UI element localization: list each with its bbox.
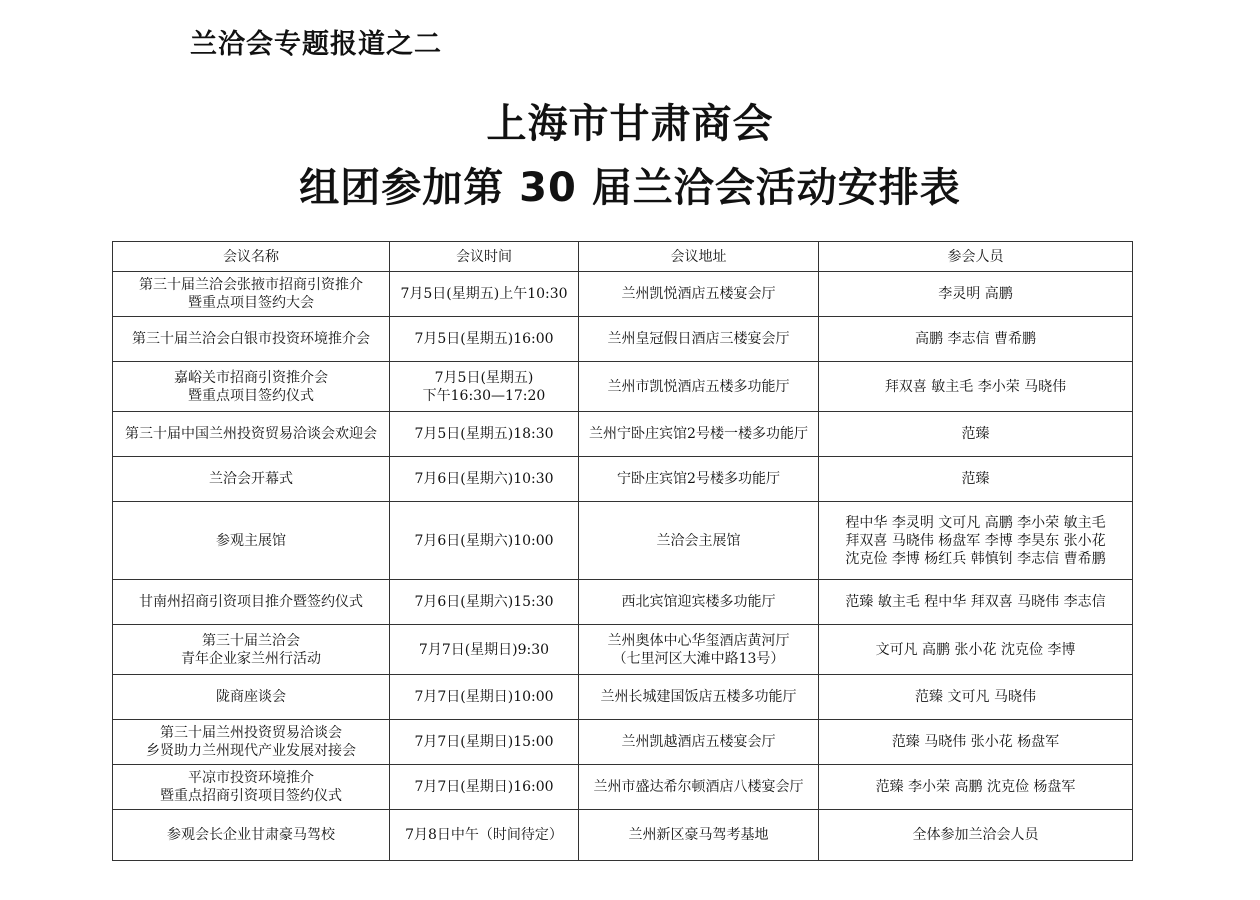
table-row <box>113 765 1133 810</box>
meeting-place: 兰州长城建国饭店五楼多功能厅 <box>600 689 797 705</box>
meeting-place: 兰州宁卧庄宾馆2号楼一楼多功能厅 <box>589 426 808 442</box>
attendees: 文可凡 高鹏 张小花 沈克俭 李博 <box>875 641 1076 658</box>
attendees: 范臻 <box>961 426 990 442</box>
meeting-name: 第三十届兰州投资贸易洽谈会 <box>160 725 342 741</box>
table-row <box>113 720 1133 765</box>
meeting-name: 乡贤助力兰州现代产业发展对接会 <box>146 743 356 759</box>
meeting-time: 7月5日(星期五)上午10:30 <box>400 286 568 302</box>
meeting-name: 平凉市投资环境推介 <box>188 770 314 786</box>
meeting-time: 7月5日(星期五)18:30 <box>414 426 554 442</box>
page-subtitle: 组团参加第 30 届兰洽会活动安排表 <box>299 165 961 211</box>
meeting-time-cell <box>390 457 579 502</box>
attendees: 范臻 马晓伟 张小花 杨盘军 <box>891 734 1060 750</box>
meeting-place: 宁卧庄宾馆2号楼多功能厅 <box>617 471 780 487</box>
attendees-cell <box>819 580 1133 625</box>
attendees-cell <box>819 720 1133 765</box>
meeting-name: 参观会长企业甘肃豪马驾校 <box>167 827 335 843</box>
table-row <box>113 810 1133 861</box>
meeting-name-cell <box>113 580 390 625</box>
meeting-place: 兰州凯越酒店五楼宴会厅 <box>621 734 776 750</box>
meeting-place: （七里河区大滩中路13号） <box>612 650 785 667</box>
table-row <box>113 580 1133 625</box>
meeting-name: 兰洽会开幕式 <box>209 471 293 487</box>
meeting-name: 嘉峪关市招商引资推介会 <box>174 369 328 386</box>
meeting-time: 7月5日(星期五)16:00 <box>414 331 554 347</box>
meeting-time-cell <box>390 580 579 625</box>
meeting-time: 7月6日(星期六)10:00 <box>414 532 554 549</box>
meeting-time: 7月8日中午（时间待定） <box>405 827 563 843</box>
meeting-time-cell <box>390 502 579 580</box>
meeting-name-cell <box>113 412 390 457</box>
meeting-name: 第三十届中国兰州投资贸易洽谈会欢迎会 <box>125 426 377 442</box>
attendees-cell <box>819 625 1133 675</box>
meeting-name-cell <box>113 272 390 317</box>
meeting-place-cell <box>579 362 819 412</box>
table-row <box>113 412 1133 457</box>
attendees-cell <box>819 412 1133 457</box>
table-row <box>113 502 1133 580</box>
table-row <box>113 675 1133 720</box>
schedule-body <box>113 272 1133 861</box>
attendees-cell <box>819 457 1133 502</box>
meeting-time-cell <box>390 412 579 457</box>
meeting-name: 甘南州招商引资项目推介暨签约仪式 <box>139 594 363 610</box>
meeting-time: 7月7日(星期日)9:30 <box>418 641 550 658</box>
meeting-name: 陇商座谈会 <box>216 689 286 705</box>
meeting-name-cell <box>113 675 390 720</box>
meeting-name-cell <box>113 502 390 580</box>
meeting-time: 7月7日(星期日)16:00 <box>414 779 554 795</box>
meeting-place-cell <box>579 412 819 457</box>
attendees: 拜双喜 马晓伟 杨盘军 李博 李昊东 张小花 <box>845 532 1106 549</box>
meeting-time: 7月6日(星期六)10:30 <box>414 471 554 487</box>
attendees-cell <box>819 765 1133 810</box>
attendees: 范臻 <box>961 471 990 487</box>
meeting-name-cell <box>113 810 390 861</box>
meeting-time: 7月7日(星期日)15:00 <box>414 734 554 750</box>
meeting-place-cell <box>579 675 819 720</box>
table-row <box>113 317 1133 362</box>
meeting-place-cell <box>579 625 819 675</box>
meeting-place-cell <box>579 272 819 317</box>
meeting-name: 第三十届兰洽会白银市投资环境推介会 <box>132 331 370 347</box>
meeting-place-cell <box>579 317 819 362</box>
meeting-time-cell <box>390 317 579 362</box>
meeting-place-cell <box>579 580 819 625</box>
meeting-name: 第三十届兰洽会 <box>202 632 300 649</box>
meeting-time: 7月7日(星期日)10:00 <box>414 689 554 705</box>
meeting-place: 西北宾馆迎宾楼多功能厅 <box>621 594 776 610</box>
table-row <box>113 362 1133 412</box>
attendees: 范臻 敏主毛 程中华 拜双喜 马晓伟 李志信 <box>845 594 1106 610</box>
meeting-place-cell <box>579 457 819 502</box>
attendees: 李灵明 高鹏 <box>938 286 1013 302</box>
meeting-name-cell <box>113 317 390 362</box>
attendees-cell <box>819 675 1133 720</box>
attendees-cell <box>819 502 1133 580</box>
attendees-cell <box>819 810 1133 861</box>
meeting-place: 兰州凯悦酒店五楼宴会厅 <box>621 286 776 302</box>
meeting-name-cell <box>113 362 390 412</box>
column-header-name: 会议名称 <box>113 242 390 272</box>
meeting-time: 7月6日(星期六)15:30 <box>414 594 554 610</box>
meeting-name: 暨重点项目签约大会 <box>188 295 314 311</box>
meeting-name: 第三十届兰洽会张掖市招商引资推介 <box>139 277 363 293</box>
schedule-table <box>112 241 1133 861</box>
meeting-time: 7月5日(星期五) <box>434 369 534 386</box>
table-row <box>113 272 1133 317</box>
column-header-place: 会议地址 <box>579 242 819 272</box>
page-title: 上海市甘肃商会 <box>486 101 774 147</box>
column-header-time: 会议时间 <box>390 242 579 272</box>
meeting-time-cell <box>390 625 579 675</box>
attendees: 范臻 文可凡 马晓伟 <box>915 689 1036 705</box>
meeting-time-cell <box>390 810 579 861</box>
attendees: 范臻 李小荣 高鹏 沈克俭 杨盘军 <box>875 779 1076 795</box>
meeting-name-cell <box>113 720 390 765</box>
series-label: 兰洽会专题报道之二 <box>190 29 442 60</box>
meeting-time-cell <box>390 765 579 810</box>
attendees: 程中华 李灵明 文可凡 高鹏 李小荣 敏主毛 <box>845 514 1106 531</box>
attendees: 拜双喜 敏主毛 李小荣 马晓伟 <box>884 378 1067 395</box>
meeting-name: 暨重点招商引资项目签约仪式 <box>160 788 342 804</box>
column-header-people: 参会人员 <box>819 242 1133 272</box>
table-row <box>113 457 1133 502</box>
meeting-place-cell <box>579 810 819 861</box>
attendees: 全体参加兰洽会人员 <box>912 827 1039 843</box>
table-row <box>113 625 1133 675</box>
meeting-place: 兰州市盛达希尔顿酒店八楼宴会厅 <box>593 779 804 795</box>
meeting-place: 兰州皇冠假日酒店三楼宴会厅 <box>607 331 790 347</box>
meeting-name: 暨重点项目签约仪式 <box>188 387 314 404</box>
meeting-name-cell <box>113 625 390 675</box>
meeting-place-cell <box>579 720 819 765</box>
meeting-place-cell <box>579 765 819 810</box>
meeting-time: 下午16:30—17:20 <box>422 387 546 404</box>
attendees: 高鹏 李志信 曹希鹏 <box>915 331 1036 347</box>
meeting-place: 兰洽会主展馆 <box>656 532 741 549</box>
attendees-cell <box>819 272 1133 317</box>
meeting-time-cell <box>390 272 579 317</box>
table-header-row <box>113 242 1133 272</box>
meeting-place: 兰州奥体中心华玺酒店黄河厅 <box>607 632 790 649</box>
meeting-place-cell <box>579 502 819 580</box>
meeting-place: 兰州新区豪马驾考基地 <box>628 827 769 843</box>
meeting-name-cell <box>113 765 390 810</box>
meeting-time-cell <box>390 720 579 765</box>
meeting-place: 兰州市凯悦酒店五楼多功能厅 <box>607 378 790 395</box>
meeting-time-cell <box>390 675 579 720</box>
meeting-time-cell <box>390 362 579 412</box>
attendees: 沈克俭 李博 杨红兵 韩慎钊 李志信 曹希鹏 <box>845 550 1106 567</box>
meeting-name-cell <box>113 457 390 502</box>
meeting-name: 参观主展馆 <box>216 532 286 549</box>
meeting-name: 青年企业家兰州行活动 <box>181 650 321 667</box>
attendees-cell <box>819 362 1133 412</box>
attendees-cell <box>819 317 1133 362</box>
